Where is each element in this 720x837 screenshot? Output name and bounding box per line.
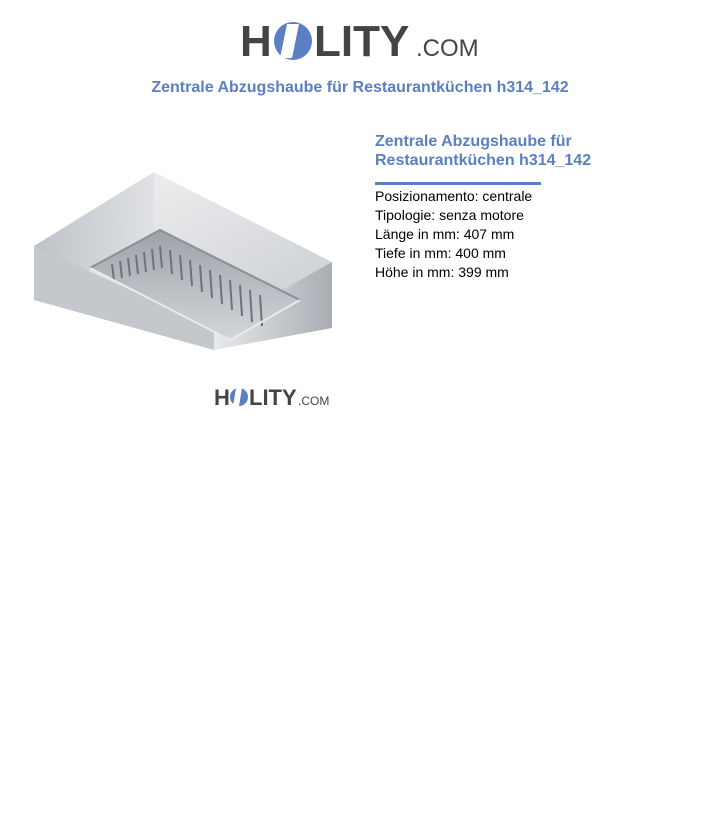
spec-item-length: [375, 225, 675, 244]
svg-text:.COM: .COM: [298, 394, 330, 408]
spec-value: 400 mm: [455, 245, 506, 261]
spec-item-depth: [375, 244, 675, 263]
logo-o-mark: [274, 22, 312, 60]
spec-value: 399 mm: [458, 264, 509, 280]
spec-value: centrale: [482, 188, 533, 204]
svg-text:.COM: .COM: [416, 35, 479, 62]
product-image-extraction-hood[interactable]: [30, 168, 340, 358]
logo-o-mark-small: [230, 388, 248, 406]
spec-item-type: [375, 206, 675, 225]
spec-label: Posizionamento:: [375, 188, 479, 204]
spec-label: Länge in mm:: [375, 226, 460, 242]
product-title-line2: Restaurantküchen h314_142: [375, 152, 592, 169]
spec-label: Tiefe in mm:: [375, 245, 452, 261]
page-title: Zentrale Abzugshaube für Restaurantküchen h314_142: [151, 79, 569, 96]
spec-value: 407 mm: [463, 226, 515, 242]
svg-text:LITY: LITY: [314, 17, 410, 66]
svg-text:H: H: [240, 17, 272, 66]
product-details: [375, 132, 675, 282]
holity-logo[interactable]: [240, 14, 480, 66]
product-title: [375, 132, 675, 170]
spec-item-positioning: [375, 187, 675, 206]
spec-item-height: [375, 263, 675, 282]
svg-text:LITY: LITY: [249, 385, 297, 410]
holity-logo-small[interactable]: [214, 383, 330, 411]
product-title-line1: Zentrale Abzugshaube für: [375, 133, 572, 150]
spec-list: [375, 187, 675, 282]
svg-text:H: H: [214, 385, 230, 410]
spec-value: senza motore: [439, 207, 524, 223]
spec-label: Tipologie:: [375, 207, 436, 223]
spec-label: Höhe in mm:: [375, 264, 455, 280]
title-divider: [375, 182, 541, 185]
